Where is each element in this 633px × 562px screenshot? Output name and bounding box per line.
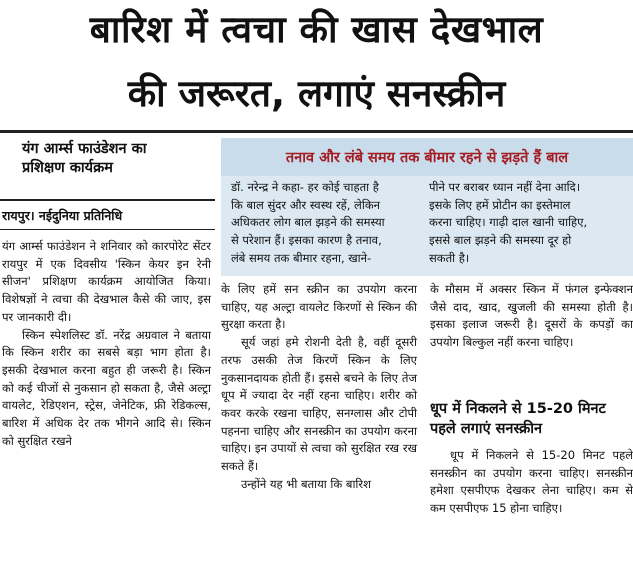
article-column-3-continued [430,447,633,518]
kicker [22,140,212,178]
article-column-1 [2,238,211,450]
paragraph: यंग आर्म्स फाउंडेशन ने शनिवार को कारपोरेट सेंटर रायपुर में एक दिवसीय 'स्किन केयर इन रेनी सीजन' प्रशिक्षण कार्यक्रम आयोजित किया। विशेषज्ञों ने त्वचा की देखभाल कैसे की जाए, इस पर जानकारी दी। [2,239,211,324]
pullquote-left [231,179,426,268]
byline-rule [0,229,215,230]
paragraph: के मौसम में अक्सर स्किन में फंगल इन्फेक्शन जैसे दाद, खाद, खुजली की समस्या होती है। इसका इलाज जरूरी है। दूसरों के कपड़ों का उपयोग बिल्कुल नहीं करना चाहिए। [430,282,633,350]
kicker-rule [0,199,215,201]
pullquote-line: पीने पर बराबर ध्यान नहीं देना आदि। [429,180,581,194]
pullquote-line: इसके लिए हमें प्रोटीन का इस्तेमाल [429,197,571,212]
paragraph: स्किन स्पेशलिस्ट डॉ. नरेंद्र अग्रवाल ने बताया कि स्किन शरीर का सबसे बड़ा भाग होता है। इसकी देखभाल करना बहुत ही जरूरी है। स्किन को कई चीजों से नुकसान हो सकता है, जैसे अल्ट्रा वायलेट, रेडिएशन, स्ट्रेस, जेनेटिक, फ्री रेडिकल्स, बारिश में अधिक देर तक भीगने आदि से। स्किन को सुरक्षित रखने [2,327,211,448]
kicker-line-2: प्रशिक्षण कार्यक्रम [22,160,113,176]
pullquote-line: कि बाल सुंदर और स्वस्थ रहें, लेकिन [231,197,381,212]
pullquote-line: अधिकतर लोग बाल झड़ने की समस्या [231,215,385,230]
paragraph: के लिए हमें सन स्क्रीन का उपयोग करना चाहिए, यह अल्ट्रा वायलेट किरणों से स्किन की सुरक्षा करता है। [221,282,417,332]
pullquote-box [221,176,633,276]
kicker-line-1: यंग आर्म्स फाउंडेशन का [22,141,147,157]
paragraph: उन्होंने यह भी बताया कि बारिश [241,476,371,491]
pullquote-line: करना चाहिए। गाढ़ी दाल खानी चाहिए, [429,215,588,230]
pullquote-line: सकती है। [429,250,470,265]
pullquote-line: लंबे समय तक बीमार रहना, खाने- [231,250,372,265]
paragraph: सूर्य जहां हमे रोशनी देती है, वहीं दूसरी तरफ उसकी तेज किरणें स्किन के लिए नुकसानदायक होती हैं। इससे बचने के लिए तेज धूप में ज्यादा देर नहीं रहना चाहिए। शरीर को कवर करके रखना चाहिए, सनग्लास और टोपी पहनना चाहिए और सनस्क्रीन का उपयोग करना चाहिए। इन उपायों से त्वचा को सुरक्षित रख रख सकते हैं। [221,335,417,474]
pullquote-title: तनाव और लंबे समय तक बीमार रहने से झड़ते हैं बाल [285,150,569,166]
headline-line-1: बारिश में त्वचा की खास देखभाल [89,8,544,51]
paragraph: धूप में निकलने से 15-20 मिनट पहले सनस्क्रीन का उपयोग करना चाहिए। सनस्क्रीन हमेशा एसपीएफ देखकर लेना चाहिए। कम से कम एसपीएफ 15 होना चाहिए। [430,448,633,516]
article-column-3 [430,281,633,352]
subheading: धूप में निकलने से 15-20 मिनट पहले लगाएं सनस्क्रीन [430,401,606,437]
article-column-2 [221,281,417,493]
pullquote-line: डॉ. नरेन्द्र ने कहा- हर कोई चाहता है [231,180,379,194]
byline: रायपुर। नईदुनिया प्रतिनिधि [2,208,123,223]
headline-rule [0,130,633,133]
pullquote-right [429,179,629,268]
headline-line-2: की जरूरत, लगाएं सनस्क्रीन [127,72,506,115]
pullquote-line: इससे बाल झड़ने की समस्या दूर हो [429,233,572,248]
pullquote-line: से परेशान हैं। इसका कारण है तनाव, [231,233,382,248]
pullquote-banner [221,138,633,176]
